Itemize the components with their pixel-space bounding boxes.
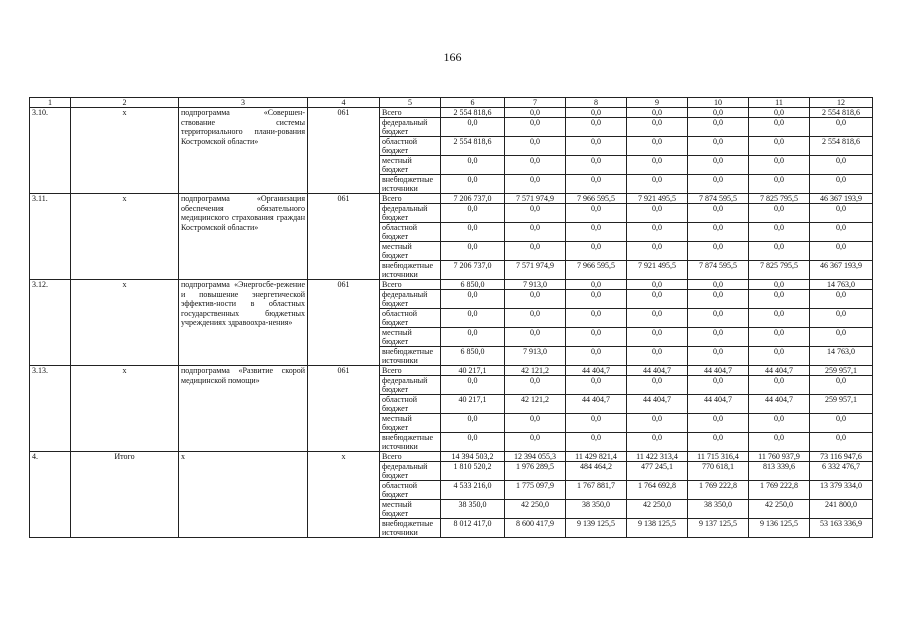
value-cell: 4 533 216,0 bbox=[441, 481, 505, 500]
value-cell: 0,0 bbox=[688, 290, 749, 309]
value-cell: 0,0 bbox=[566, 156, 627, 175]
value-cell: 0,0 bbox=[441, 376, 505, 395]
funding-source: областной бюджет bbox=[380, 309, 441, 328]
funding-source: федеральный бюджет bbox=[380, 204, 441, 223]
value-cell: 0,0 bbox=[749, 223, 810, 242]
funding-source: областной бюджет bbox=[380, 223, 441, 242]
funding-source: внебюджетные источники bbox=[380, 347, 441, 366]
value-cell: 0,0 bbox=[627, 223, 688, 242]
value-cell: 7 966 595,5 bbox=[566, 261, 627, 280]
value-cell: 0,0 bbox=[749, 376, 810, 395]
funding-source: местный бюджет bbox=[380, 500, 441, 519]
value-cell: 44 404,7 bbox=[566, 395, 627, 414]
value-cell: 813 339,6 bbox=[749, 462, 810, 481]
funding-source: местный бюджет bbox=[380, 156, 441, 175]
header-cell: 1 bbox=[30, 98, 71, 108]
value-cell: 0,0 bbox=[441, 242, 505, 261]
value-cell: 1 775 097,9 bbox=[505, 481, 566, 500]
header-cell: 2 bbox=[71, 98, 179, 108]
value-cell: 0,0 bbox=[441, 156, 505, 175]
value-cell: 0,0 bbox=[627, 328, 688, 347]
funding-source: внебюджетные источники bbox=[380, 433, 441, 452]
section-description: подпрограмма «Энергосбе-режение и повышение энергетической эффектив-ности в областных государственных бюджетных учреждениях здравоохра-нения» bbox=[179, 280, 308, 366]
section-description: подпрограмма «Развитие скорой медицинской помощи» bbox=[179, 366, 308, 452]
header-cell: 11 bbox=[749, 98, 810, 108]
value-cell: 0,0 bbox=[566, 242, 627, 261]
value-cell: 0,0 bbox=[749, 433, 810, 452]
table-row bbox=[30, 452, 873, 462]
value-cell: 0,0 bbox=[441, 118, 505, 137]
value-cell: 0,0 bbox=[688, 118, 749, 137]
header-cell: 7 bbox=[505, 98, 566, 108]
section-description: x bbox=[179, 452, 308, 538]
value-cell: 477 245,1 bbox=[627, 462, 688, 481]
value-cell: 1 764 692,8 bbox=[627, 481, 688, 500]
value-cell: 0,0 bbox=[566, 328, 627, 347]
value-cell: 42 121,2 bbox=[505, 395, 566, 414]
funding-source: Всего bbox=[380, 366, 441, 376]
value-cell: 6 850,0 bbox=[441, 280, 505, 290]
value-cell: 11 715 316,4 bbox=[688, 452, 749, 462]
value-cell: 42 250,0 bbox=[749, 500, 810, 519]
value-cell: 0,0 bbox=[441, 309, 505, 328]
value-cell: 0,0 bbox=[688, 376, 749, 395]
value-cell: 0,0 bbox=[749, 204, 810, 223]
section-index: 3.11. bbox=[30, 194, 71, 280]
value-cell: 0,0 bbox=[505, 414, 566, 433]
table-row bbox=[30, 280, 873, 290]
value-cell: 14 763,0 bbox=[810, 347, 873, 366]
value-cell: 0,0 bbox=[749, 414, 810, 433]
value-cell: 9 136 125,5 bbox=[749, 519, 810, 538]
value-cell: 0,0 bbox=[566, 280, 627, 290]
value-cell: 0,0 bbox=[627, 118, 688, 137]
value-cell: 6 332 476,7 bbox=[810, 462, 873, 481]
section-code: 061 bbox=[308, 108, 380, 194]
value-cell: 0,0 bbox=[688, 108, 749, 118]
value-cell: 46 367 193,9 bbox=[810, 261, 873, 280]
value-cell: 7 874 595,5 bbox=[688, 194, 749, 204]
value-cell: 7 966 595,5 bbox=[566, 194, 627, 204]
value-cell: 0,0 bbox=[441, 433, 505, 452]
section-col2: x bbox=[71, 194, 179, 280]
value-cell: 0,0 bbox=[566, 118, 627, 137]
value-cell: 484 464,2 bbox=[566, 462, 627, 481]
value-cell: 9 139 125,5 bbox=[566, 519, 627, 538]
value-cell: 0,0 bbox=[810, 309, 873, 328]
value-cell: 7 206 737,0 bbox=[441, 261, 505, 280]
value-cell: 7 913,0 bbox=[505, 280, 566, 290]
value-cell: 0,0 bbox=[566, 204, 627, 223]
value-cell: 0,0 bbox=[749, 242, 810, 261]
value-cell: 0,0 bbox=[688, 309, 749, 328]
value-cell: 14 394 503,2 bbox=[441, 452, 505, 462]
value-cell: 38 350,0 bbox=[566, 500, 627, 519]
value-cell: 2 554 818,6 bbox=[810, 137, 873, 156]
value-cell: 0,0 bbox=[505, 290, 566, 309]
value-cell: 0,0 bbox=[688, 280, 749, 290]
value-cell: 13 379 334,0 bbox=[810, 481, 873, 500]
budget-table bbox=[29, 97, 873, 538]
value-cell: 0,0 bbox=[627, 156, 688, 175]
value-cell: 0,0 bbox=[505, 156, 566, 175]
value-cell: 44 404,7 bbox=[749, 366, 810, 376]
value-cell: 11 429 821,4 bbox=[566, 452, 627, 462]
value-cell: 0,0 bbox=[627, 175, 688, 194]
value-cell: 42 250,0 bbox=[627, 500, 688, 519]
value-cell: 0,0 bbox=[810, 376, 873, 395]
value-cell: 0,0 bbox=[749, 347, 810, 366]
value-cell: 0,0 bbox=[810, 156, 873, 175]
value-cell: 0,0 bbox=[627, 242, 688, 261]
funding-source: областной бюджет bbox=[380, 481, 441, 500]
value-cell: 0,0 bbox=[688, 347, 749, 366]
value-cell: 1 769 222,8 bbox=[688, 481, 749, 500]
value-cell: 44 404,7 bbox=[749, 395, 810, 414]
value-cell: 0,0 bbox=[566, 433, 627, 452]
value-cell: 0,0 bbox=[810, 175, 873, 194]
value-cell: 12 394 055,3 bbox=[505, 452, 566, 462]
value-cell: 0,0 bbox=[627, 414, 688, 433]
value-cell: 0,0 bbox=[688, 156, 749, 175]
value-cell: 0,0 bbox=[505, 118, 566, 137]
value-cell: 44 404,7 bbox=[627, 395, 688, 414]
value-cell: 0,0 bbox=[810, 118, 873, 137]
value-cell: 46 367 193,9 bbox=[810, 194, 873, 204]
value-cell: 44 404,7 bbox=[627, 366, 688, 376]
funding-source: Всего bbox=[380, 280, 441, 290]
value-cell: 259 957,1 bbox=[810, 395, 873, 414]
header-cell: 12 bbox=[810, 98, 873, 108]
value-cell: 0,0 bbox=[505, 108, 566, 118]
value-cell: 0,0 bbox=[810, 433, 873, 452]
value-cell: 8 600 417,9 bbox=[505, 519, 566, 538]
value-cell: 0,0 bbox=[627, 108, 688, 118]
header-cell: 3 bbox=[179, 98, 308, 108]
funding-source: местный бюджет bbox=[380, 328, 441, 347]
value-cell: 0,0 bbox=[505, 433, 566, 452]
value-cell: 53 163 336,9 bbox=[810, 519, 873, 538]
value-cell: 1 767 881,7 bbox=[566, 481, 627, 500]
section-col2: x bbox=[71, 366, 179, 452]
value-cell: 44 404,7 bbox=[688, 395, 749, 414]
value-cell: 770 618,1 bbox=[688, 462, 749, 481]
value-cell: 0,0 bbox=[749, 290, 810, 309]
value-cell: 0,0 bbox=[749, 137, 810, 156]
value-cell: 0,0 bbox=[441, 223, 505, 242]
section-code: x bbox=[308, 452, 380, 538]
value-cell: 0,0 bbox=[627, 376, 688, 395]
section-code: 061 bbox=[308, 194, 380, 280]
header-row bbox=[30, 98, 873, 108]
section-index: 3.13. bbox=[30, 366, 71, 452]
value-cell: 0,0 bbox=[627, 137, 688, 156]
value-cell: 0,0 bbox=[627, 347, 688, 366]
funding-source: областной бюджет bbox=[380, 395, 441, 414]
value-cell: 2 554 818,6 bbox=[810, 108, 873, 118]
funding-source: федеральный бюджет bbox=[380, 376, 441, 395]
section-description: подпрограмма «Организация обеспечения обязательного медицинского страхования граждан Костромской области» bbox=[179, 194, 308, 280]
value-cell: 0,0 bbox=[688, 433, 749, 452]
header-cell: 6 bbox=[441, 98, 505, 108]
value-cell: 7 571 974,9 bbox=[505, 261, 566, 280]
value-cell: 0,0 bbox=[688, 414, 749, 433]
funding-source: внебюджетные источники bbox=[380, 261, 441, 280]
value-cell: 0,0 bbox=[810, 290, 873, 309]
value-cell: 38 350,0 bbox=[688, 500, 749, 519]
value-cell: 7 825 795,5 bbox=[749, 194, 810, 204]
value-cell: 0,0 bbox=[688, 328, 749, 347]
section-index: 4. bbox=[30, 452, 71, 538]
value-cell: 0,0 bbox=[505, 376, 566, 395]
header-cell: 9 bbox=[627, 98, 688, 108]
value-cell: 0,0 bbox=[688, 242, 749, 261]
value-cell: 0,0 bbox=[505, 328, 566, 347]
value-cell: 0,0 bbox=[566, 108, 627, 118]
value-cell: 6 850,0 bbox=[441, 347, 505, 366]
value-cell: 11 422 313,4 bbox=[627, 452, 688, 462]
value-cell: 0,0 bbox=[627, 280, 688, 290]
value-cell: 0,0 bbox=[505, 137, 566, 156]
funding-source: внебюджетные источники bbox=[380, 175, 441, 194]
value-cell: 0,0 bbox=[810, 223, 873, 242]
value-cell: 11 760 937,9 bbox=[749, 452, 810, 462]
funding-source: федеральный бюджет bbox=[380, 290, 441, 309]
value-cell: 0,0 bbox=[566, 347, 627, 366]
value-cell: 0,0 bbox=[441, 175, 505, 194]
value-cell: 0,0 bbox=[627, 204, 688, 223]
value-cell: 42 121,2 bbox=[505, 366, 566, 376]
value-cell: 0,0 bbox=[441, 290, 505, 309]
value-cell: 7 571 974,9 bbox=[505, 194, 566, 204]
header-cell: 10 bbox=[688, 98, 749, 108]
section-col2: Итого bbox=[71, 452, 179, 538]
section-code: 061 bbox=[308, 366, 380, 452]
value-cell: 0,0 bbox=[810, 414, 873, 433]
page-number: 166 bbox=[443, 50, 462, 64]
value-cell: 40 217,1 bbox=[441, 366, 505, 376]
value-cell: 2 554 818,6 bbox=[441, 108, 505, 118]
value-cell: 0,0 bbox=[749, 309, 810, 328]
section-index: 3.10. bbox=[30, 108, 71, 194]
value-cell: 0,0 bbox=[566, 376, 627, 395]
value-cell: 0,0 bbox=[566, 175, 627, 194]
section-index: 3.12. bbox=[30, 280, 71, 366]
funding-source: Всего bbox=[380, 452, 441, 462]
value-cell: 0,0 bbox=[566, 137, 627, 156]
value-cell: 7 913,0 bbox=[505, 347, 566, 366]
value-cell: 2 554 818,6 bbox=[441, 137, 505, 156]
header-cell: 4 bbox=[308, 98, 380, 108]
section-col2: x bbox=[71, 280, 179, 366]
value-cell: 1 810 520,2 bbox=[441, 462, 505, 481]
value-cell: 0,0 bbox=[505, 242, 566, 261]
value-cell: 9 138 125,5 bbox=[627, 519, 688, 538]
funding-source: федеральный бюджет bbox=[380, 118, 441, 137]
value-cell: 40 217,1 bbox=[441, 395, 505, 414]
value-cell: 0,0 bbox=[627, 309, 688, 328]
value-cell: 7 206 737,0 bbox=[441, 194, 505, 204]
value-cell: 0,0 bbox=[441, 328, 505, 347]
funding-source: местный бюджет bbox=[380, 242, 441, 261]
value-cell: 0,0 bbox=[566, 414, 627, 433]
value-cell: 0,0 bbox=[566, 223, 627, 242]
value-cell: 0,0 bbox=[810, 328, 873, 347]
value-cell: 8 012 417,0 bbox=[441, 519, 505, 538]
funding-source: местный бюджет bbox=[380, 414, 441, 433]
value-cell: 0,0 bbox=[688, 137, 749, 156]
value-cell: 7 825 795,5 bbox=[749, 261, 810, 280]
value-cell: 0,0 bbox=[810, 242, 873, 261]
funding-source: внебюджетные источники bbox=[380, 519, 441, 538]
value-cell: 44 404,7 bbox=[566, 366, 627, 376]
table-row bbox=[30, 108, 873, 118]
value-cell: 0,0 bbox=[505, 309, 566, 328]
value-cell: 0,0 bbox=[688, 175, 749, 194]
value-cell: 0,0 bbox=[749, 280, 810, 290]
value-cell: 73 116 947,6 bbox=[810, 452, 873, 462]
value-cell: 0,0 bbox=[749, 328, 810, 347]
value-cell: 0,0 bbox=[566, 309, 627, 328]
value-cell: 7 874 595,5 bbox=[688, 261, 749, 280]
funding-source: Всего bbox=[380, 194, 441, 204]
value-cell: 1 769 222,8 bbox=[749, 481, 810, 500]
value-cell: 7 921 495,5 bbox=[627, 194, 688, 204]
value-cell: 0,0 bbox=[688, 204, 749, 223]
value-cell: 7 921 495,5 bbox=[627, 261, 688, 280]
funding-source: областной бюджет bbox=[380, 137, 441, 156]
value-cell: 0,0 bbox=[688, 223, 749, 242]
value-cell: 0,0 bbox=[505, 223, 566, 242]
value-cell: 38 350,0 bbox=[441, 500, 505, 519]
value-cell: 1 976 289,5 bbox=[505, 462, 566, 481]
section-col2: x bbox=[71, 108, 179, 194]
value-cell: 0,0 bbox=[441, 414, 505, 433]
value-cell: 14 763,0 bbox=[810, 280, 873, 290]
value-cell: 0,0 bbox=[749, 108, 810, 118]
value-cell: 0,0 bbox=[566, 290, 627, 309]
value-cell: 0,0 bbox=[810, 204, 873, 223]
section-description: подпрограмма «Совершен-ствование системы территориального плани-рования Костромской области» bbox=[179, 108, 308, 194]
value-cell: 9 137 125,5 bbox=[688, 519, 749, 538]
value-cell: 0,0 bbox=[749, 118, 810, 137]
value-cell: 0,0 bbox=[627, 433, 688, 452]
funding-source: Всего bbox=[380, 108, 441, 118]
value-cell: 0,0 bbox=[749, 156, 810, 175]
value-cell: 0,0 bbox=[441, 204, 505, 223]
value-cell: 0,0 bbox=[505, 175, 566, 194]
table-row bbox=[30, 194, 873, 204]
value-cell: 241 800,0 bbox=[810, 500, 873, 519]
table-row bbox=[30, 366, 873, 376]
funding-source: федеральный бюджет bbox=[380, 462, 441, 481]
value-cell: 42 250,0 bbox=[505, 500, 566, 519]
header-cell: 5 bbox=[380, 98, 441, 108]
value-cell: 0,0 bbox=[749, 175, 810, 194]
section-code: 061 bbox=[308, 280, 380, 366]
header-cell: 8 bbox=[566, 98, 627, 108]
value-cell: 259 957,1 bbox=[810, 366, 873, 376]
value-cell: 44 404,7 bbox=[688, 366, 749, 376]
value-cell: 0,0 bbox=[627, 290, 688, 309]
value-cell: 0,0 bbox=[505, 204, 566, 223]
